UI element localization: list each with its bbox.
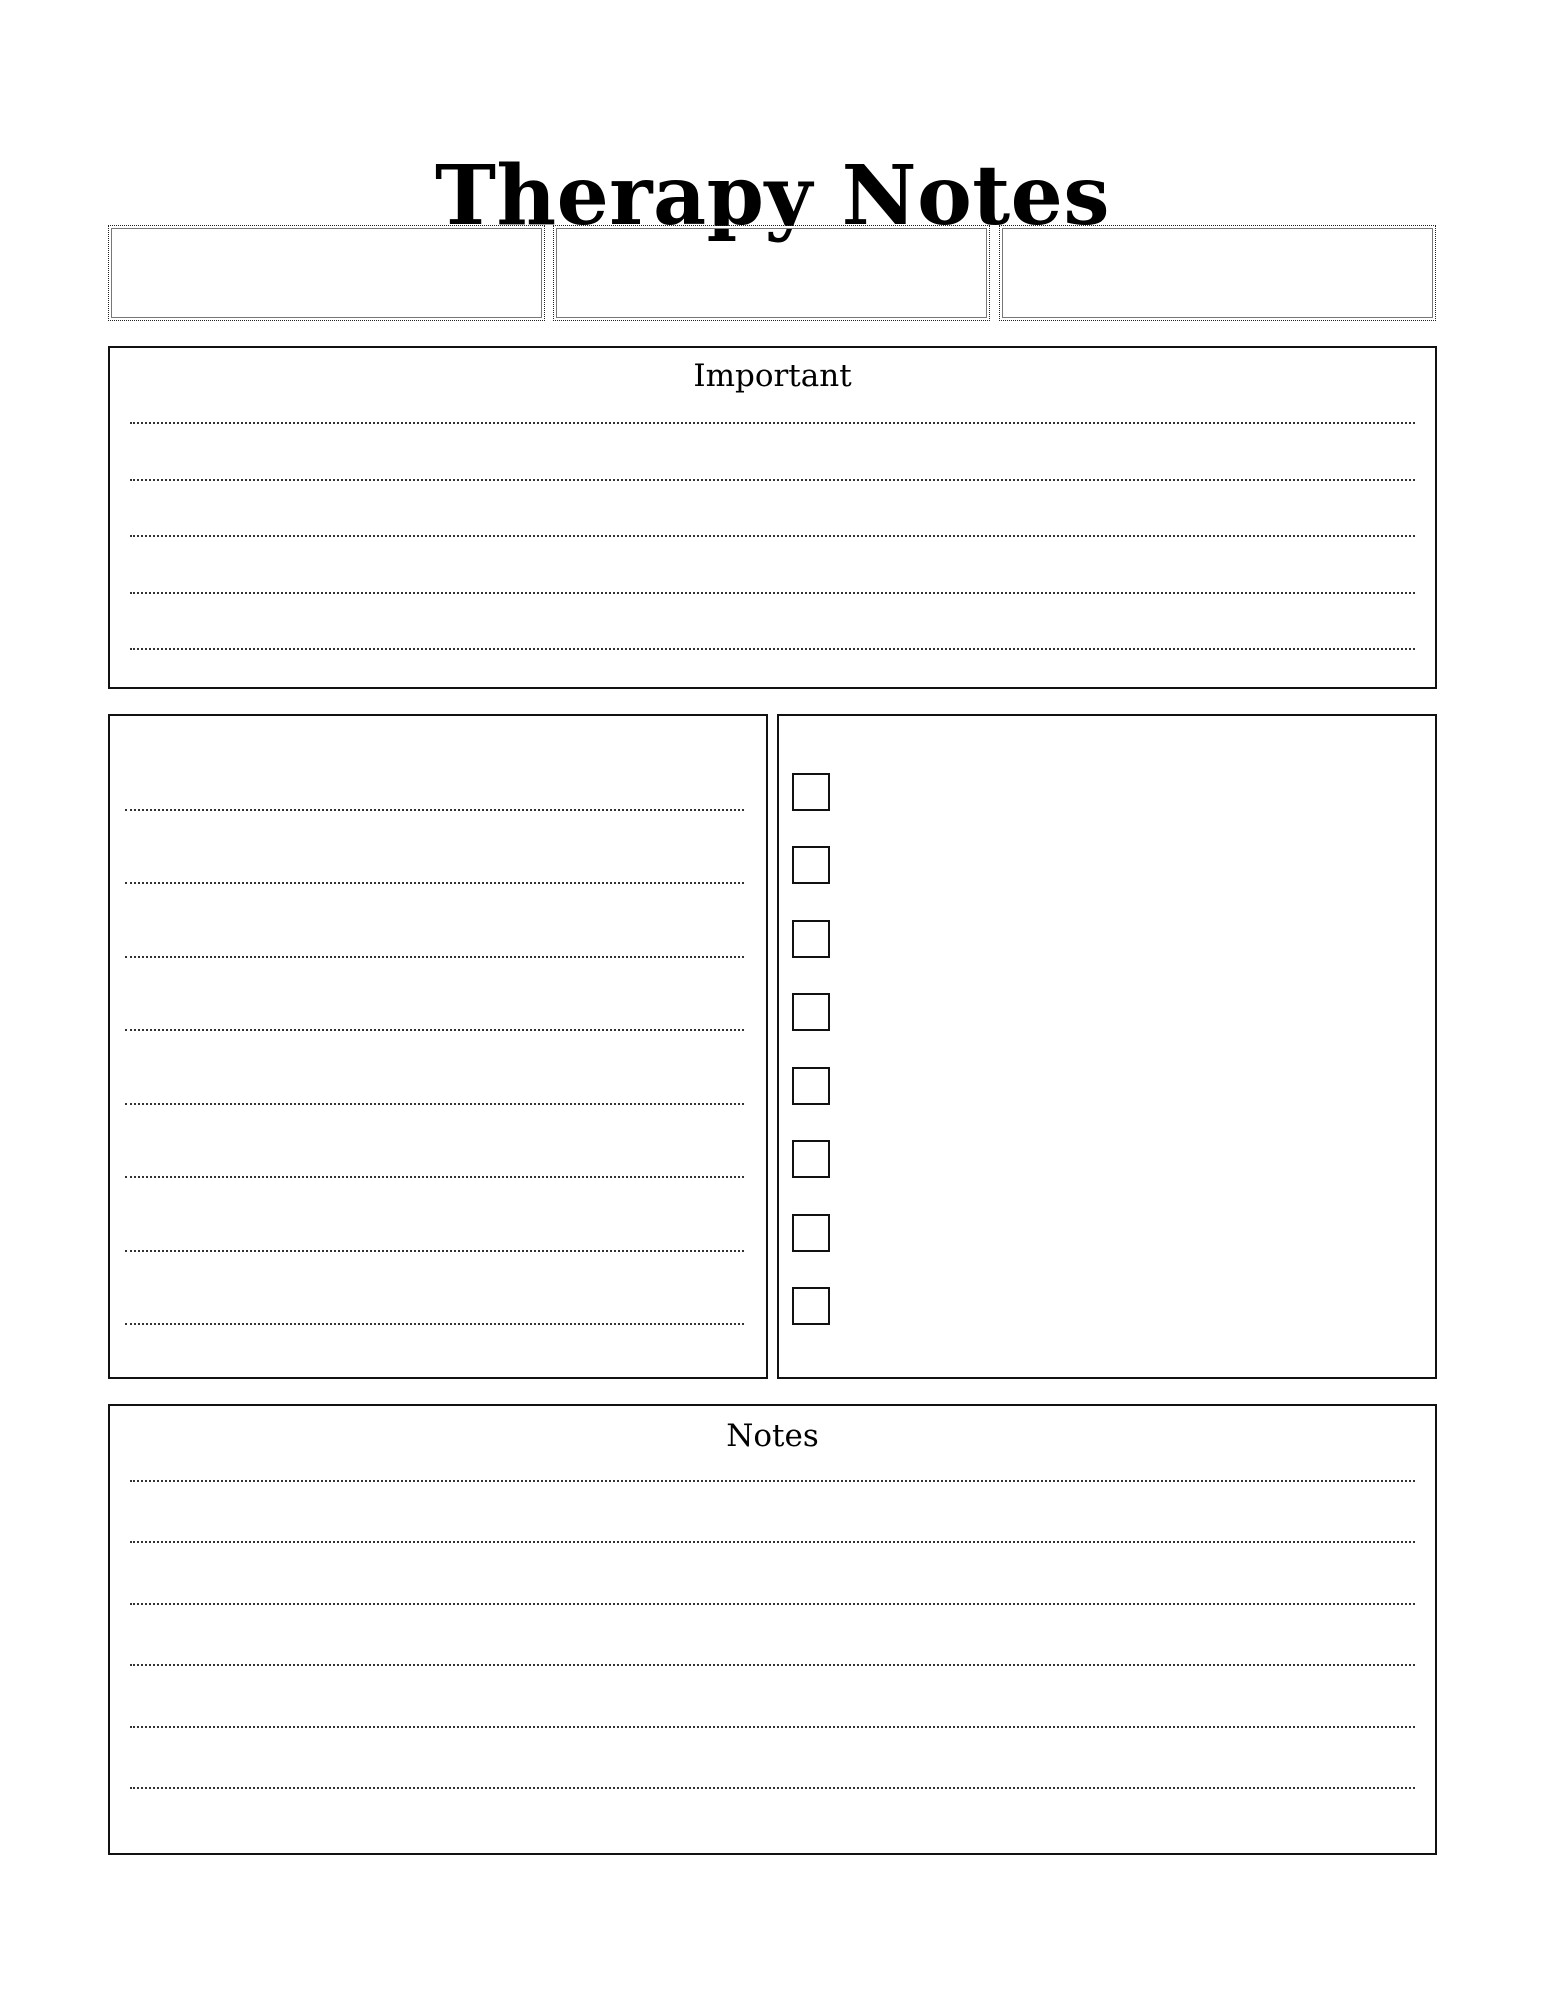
writing-line [125,1103,744,1105]
writing-line [125,1250,744,1252]
writing-line [125,1323,744,1325]
important-box [108,346,1437,689]
writing-line [130,422,1415,424]
lined-panel[interactable] [108,714,768,1379]
writing-line [130,479,1415,481]
writing-line [130,1480,1415,1482]
checklist-checkbox[interactable] [792,1287,830,1325]
writing-line [130,535,1415,537]
checklist-checkbox[interactable] [792,1067,830,1105]
checklist-checkbox[interactable] [792,773,830,811]
header-field-2[interactable] [553,225,990,321]
checklist-checkbox[interactable] [792,846,830,884]
writing-line [130,648,1415,650]
writing-line [125,809,744,811]
checklist-panel [777,714,1437,1379]
header-field-3[interactable] [999,225,1436,321]
writing-line [130,592,1415,594]
checklist-checkbox[interactable] [792,1214,830,1252]
checklist-checkbox[interactable] [792,1140,830,1178]
writing-line [125,882,744,884]
notes-heading: Notes [726,1418,819,1454]
header-field-1[interactable] [108,225,545,321]
writing-line [125,956,744,958]
page-title: Therapy Notes [434,147,1111,244]
checklist-checkbox[interactable] [792,993,830,1031]
important-heading: Important [693,358,852,394]
writing-line [125,1176,744,1178]
notes-box [108,1404,1437,1855]
writing-line [130,1726,1415,1728]
writing-line [130,1787,1415,1789]
checklist-checkbox[interactable] [792,920,830,958]
writing-line [130,1541,1415,1543]
writing-line [125,1029,744,1031]
writing-line [130,1664,1415,1666]
writing-line [130,1603,1415,1605]
